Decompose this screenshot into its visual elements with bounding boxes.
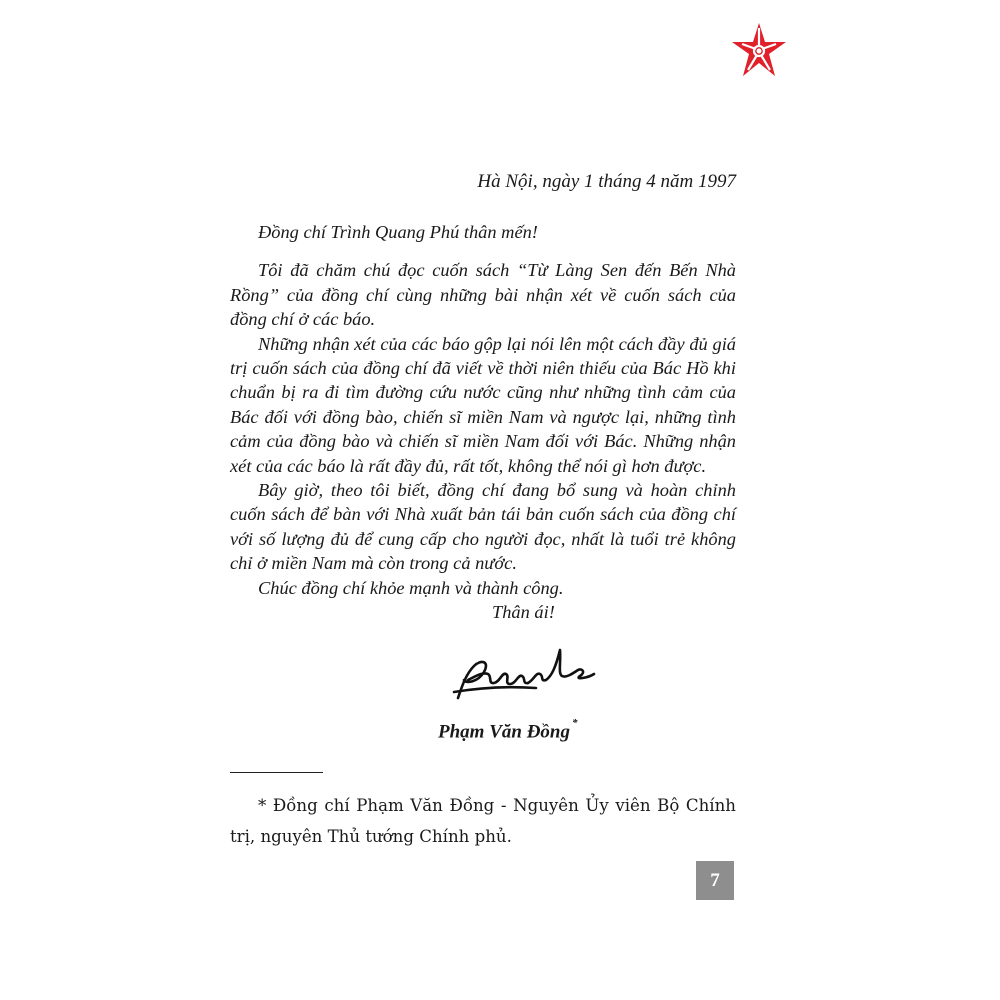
footnote-marker: * (571, 717, 578, 729)
letter-paragraph: Bây giờ, theo tôi biết, đồng chí đang bổ sung và hoàn chỉnh cuốn sách để bàn với Nhà xuất bản tái bản cuốn sách của đồng chí với số lượng đủ để cung cấp cho người đọc, nhất là tuổi trẻ không chỉ ở miền Nam mà còn trong cả nước. (230, 480, 736, 574)
publisher-logo-icon (728, 22, 790, 80)
signer-name (438, 717, 578, 743)
letter-closing: Chúc đồng chí khỏe mạnh và thành công. (258, 577, 564, 598)
letter-salutation: Đồng chí Trình Quang Phú thân mến! (258, 222, 538, 242)
footnote: * Đồng chí Phạm Văn Đồng - Nguyên Ủy viên Bộ Chính trị, nguyên Thủ tướng Chính phủ. (230, 796, 736, 846)
handwritten-signature (448, 636, 598, 706)
letter-paragraph: Tôi đã chăm chú đọc cuốn sách “Từ Làng Sen đến Bến Nhà Rồng” của đồng chí cùng những bài nhận xét về cuốn sách của đồng chí ở các báo. (230, 260, 736, 330)
footnote-divider (230, 772, 323, 773)
letter-date: Hà Nội, ngày 1 tháng 4 năm 1997 (477, 171, 736, 192)
letter-body (230, 220, 736, 625)
page-number: 7 (696, 861, 734, 900)
letter-regards: Thân ái! (492, 602, 555, 623)
signer-name-text: Phạm Văn Đồng (438, 721, 570, 743)
letter-paragraph: Những nhận xét của các báo gộp lại nói lên một cách đầy đủ giá trị cuốn sách của đồng chí đã viết về thời niên thiếu của Bác Hồ khi chuẩn bị ra đi tìm đường cứu nước cũng như những tình cảm của Bác đối với đồng bào, chiến sĩ miền Nam và ngược lại, những tình cảm của đồng bào và chiến sĩ miền Nam đối với Bác. Những nhận xét của các báo là rất đầy đủ, rất tốt, không thể nói gì hơn được. (230, 333, 736, 476)
